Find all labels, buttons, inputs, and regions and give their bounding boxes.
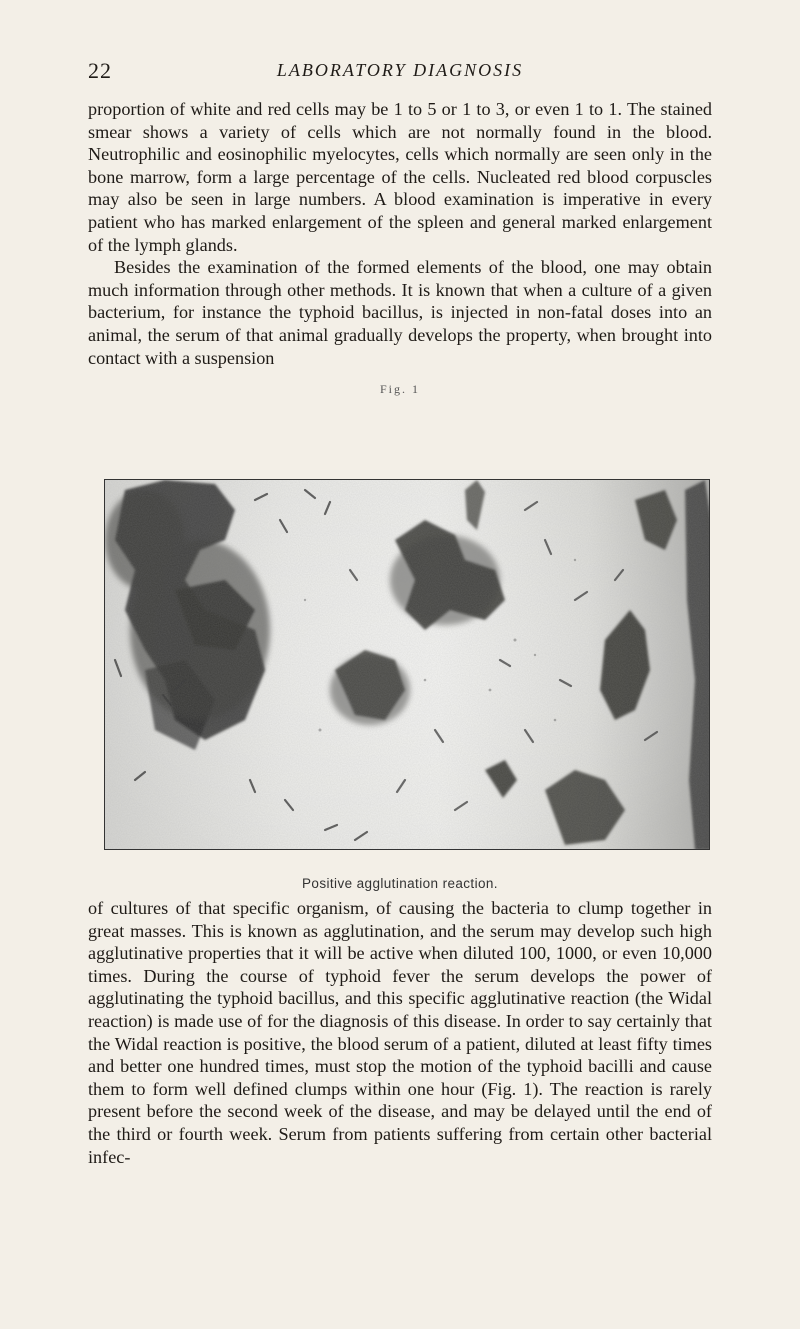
running-title: LABORATORY DIAGNOSIS xyxy=(276,60,524,80)
agglutination-photomicrograph xyxy=(104,479,710,850)
figure-label: Fig. 1 xyxy=(379,382,420,396)
paragraph: proportion of white and red cells may be 1 to 5 or 1 to 3, or even 1 to 1. The stained smear shows a variety of cells which are not normally found in the blood. Neutrophilic and eosinophilic myelocytes, cells which normally are seen only in the bone marrow, form a large percentage of the cells. Nucleated red blood corpuscles may also be seen in large numbers. A blood examination is imperative in every patient who has marked enlargement of the spleen and general marked enlargement of the lymph glands. xyxy=(88,99,712,255)
body-text-bottom xyxy=(88,897,712,1168)
micrograph-image xyxy=(105,480,710,850)
paragraph: of cultures of that specific organism, of causing the bacteria to clump together in great masses. This is known as agglutination, and the serum may develop such high agglutinative properties that it will be active when diluted 100, 1000, or even 10,000 times. During the course of typhoid fever the serum develops the power of agglutinating the typhoid bacillus, and this specific agglutinative reaction (the Widal reaction) is made use of for the diagnosis of this disease. In order to say certainly that the Widal reaction is positive, the blood serum of a patient, diluted at least fifty times and better one hundred times, must stop the motion of the typhoid bacilli and cause them to form well defined clumps within one hour (Fig. 1). The reaction is rarely present before the second week of the disease, and may be delayed until the end of the third or fourth week. Serum from patients suffering from certain other bacterial infec- xyxy=(88,898,712,1167)
figure-caption: Positive agglutination reaction. xyxy=(302,876,498,891)
paragraph: Besides the examination of the formed elements of the blood, one may obtain much information through other methods. It is known that when a culture of a given bacterium, for instance the typhoid bacillus, is injected in non-fatal doses into an animal, the serum of that animal gradually develops the property, when brought into contact with a suspension xyxy=(88,257,712,368)
page-number: 22 xyxy=(88,58,112,83)
body-text-top xyxy=(88,98,712,369)
page-header xyxy=(88,58,712,84)
